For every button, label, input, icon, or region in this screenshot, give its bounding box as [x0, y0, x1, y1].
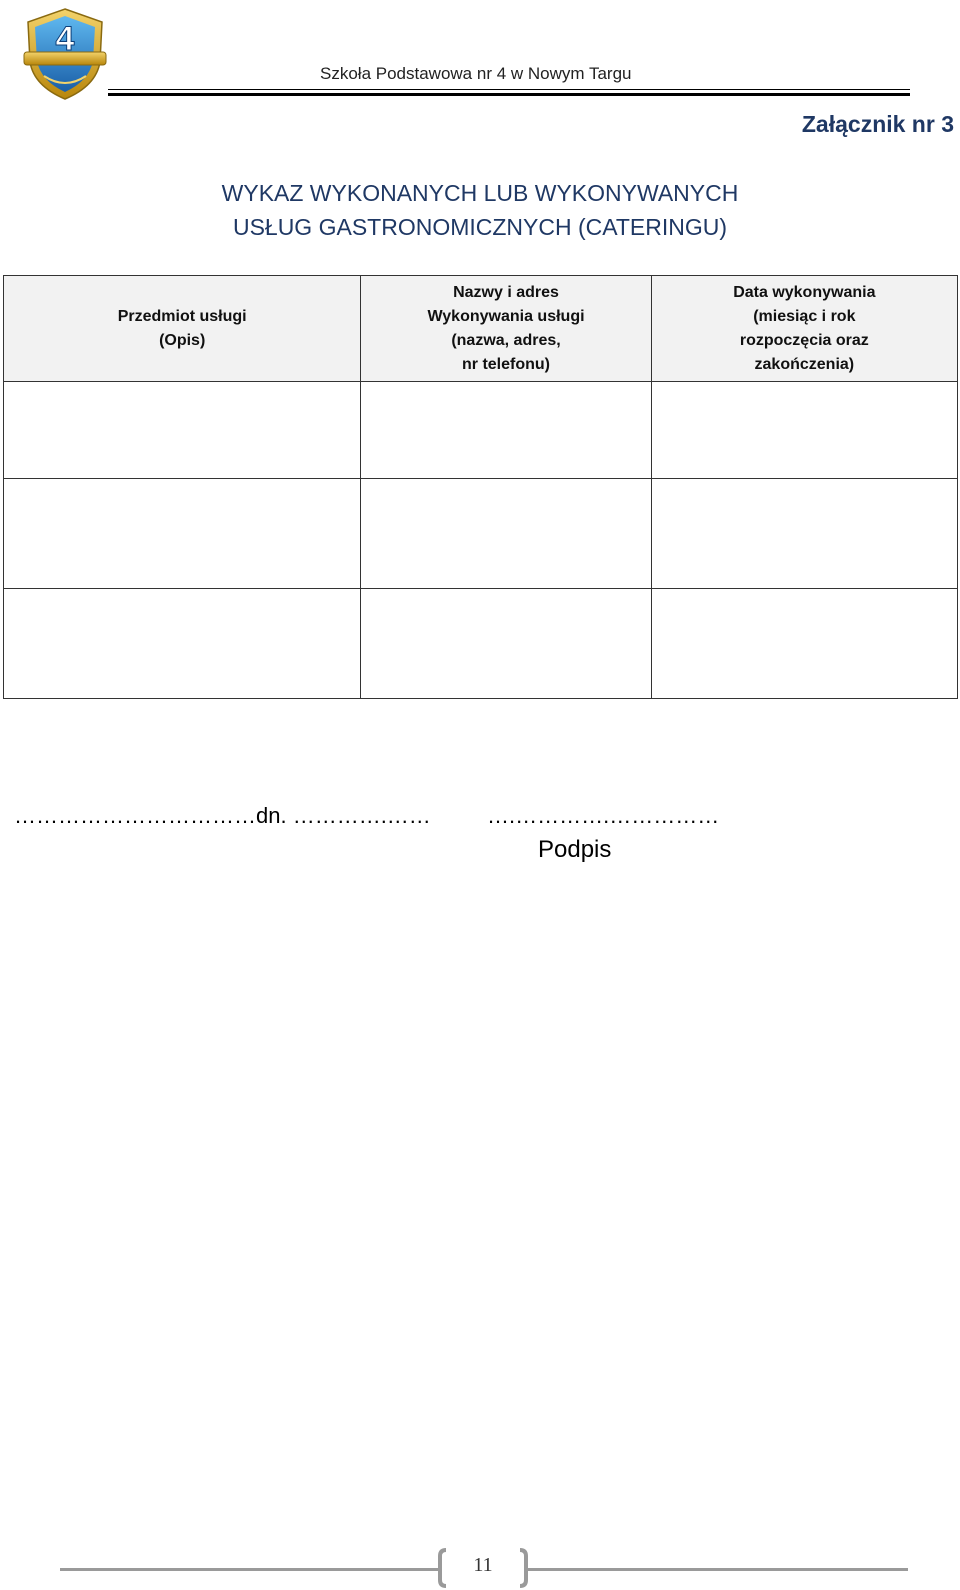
- table-cell-name-address[interactable]: [361, 382, 651, 479]
- header-cell-line: rozpoczęcia oraz: [739, 331, 869, 349]
- header-school-name: Szkoła Podstawowa nr 4 w Nowym Targu: [320, 64, 632, 83]
- header-cell-line: zakończenia): [754, 355, 855, 373]
- document-title-line-1: WYKAZ WYKONANYCH LUB WYKONYWANYCH: [221, 180, 739, 206]
- header-cell-line: (nazwa, adres,: [451, 331, 561, 349]
- header-rule-thin: [108, 89, 910, 90]
- table-cell-subject[interactable]: [4, 479, 361, 589]
- header-cell-line: (miesiąc i rok: [753, 307, 856, 325]
- table-cell-date[interactable]: [651, 382, 957, 479]
- table-header-row: [4, 276, 958, 382]
- table-cell-subject[interactable]: [4, 382, 361, 479]
- header-cell-name-address: [361, 276, 651, 382]
- table-cell-name-address[interactable]: [361, 479, 651, 589]
- header-cell-line: nr telefonu): [462, 355, 550, 373]
- school-shield-logo-icon: [22, 6, 108, 102]
- header-cell-subject: [4, 276, 361, 382]
- header-rule-thick: [108, 93, 910, 96]
- page-number: 11: [473, 1554, 493, 1576]
- document-title: [0, 176, 960, 244]
- table-row: [4, 589, 958, 699]
- services-table: [3, 275, 958, 699]
- table-cell-date[interactable]: [651, 479, 957, 589]
- logo-number: 4: [55, 20, 75, 58]
- table-cell-name-address[interactable]: [361, 589, 651, 699]
- document-title-line-2: USŁUG GASTRONOMICZNYCH (CATERINGU): [232, 214, 728, 240]
- date-line: ……………………………dn. ………….……: [14, 803, 431, 828]
- signature-label: Podpis: [538, 836, 612, 863]
- table-cell-date[interactable]: [651, 589, 957, 699]
- footer-rule-left: [60, 1568, 438, 1571]
- table-row: [4, 382, 958, 479]
- header-cell-line: Data wykonywania: [733, 283, 876, 301]
- footer-rule-right: [528, 1568, 908, 1571]
- signature-line: ….………….……………: [487, 803, 720, 828]
- header-cell-line: Przedmiot usługi: [117, 307, 247, 325]
- header-cell-line: (Opis): [159, 331, 206, 349]
- table-row: [4, 479, 958, 589]
- header-cell-line: Wykonywania usługi: [427, 307, 585, 325]
- table-cell-subject[interactable]: [4, 589, 361, 699]
- header-cell-line: Nazwy i adres: [453, 283, 559, 301]
- header-cell-date: [651, 276, 957, 382]
- attachment-label: Załącznik nr 3: [801, 111, 954, 137]
